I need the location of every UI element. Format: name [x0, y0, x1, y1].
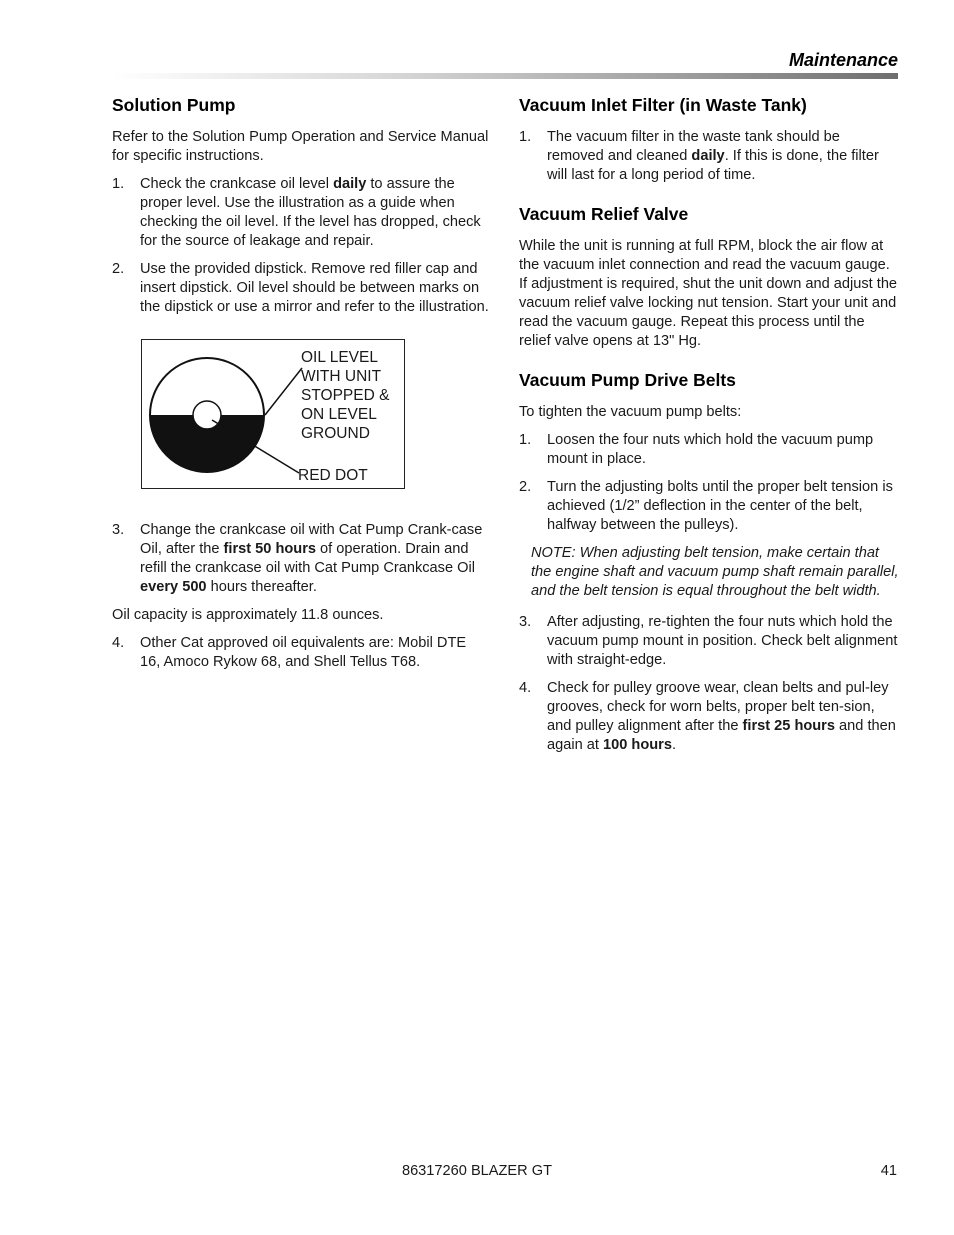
item-text: Check the crankcase oil level daily to assure the proper level. Use the illustration as a guide when checking the oil level. If the level has dropped, check for the source of leakage and repair.	[140, 176, 481, 249]
item-text: Change the crankcase oil with Cat Pump Crank-case Oil, after the first 50 hours of operation. Drain and refill the crankcase oil with Cat Pump Crankcase Oil every 500 hours thereafter.	[140, 522, 483, 595]
item-number: 1.	[519, 432, 532, 448]
list-item	[112, 521, 490, 597]
drive-belts-heading: Vacuum Pump Drive Belts	[519, 370, 736, 390]
item-number: 4.	[112, 635, 125, 651]
item-number: 1.	[112, 176, 125, 192]
red-dot-marker	[193, 401, 221, 429]
item-text: After adjusting, re-tighten the four nuts which hold the vacuum pump mount in position. Check belt alignment with straight-edge.	[547, 614, 898, 668]
item-text: The vacuum filter in the waste tank should be removed and cleaned daily. If this is done, the filter will last for a long period of time.	[547, 129, 879, 183]
drive-belts-intro: To tighten the vacuum pump belts:	[519, 404, 742, 420]
section-title: Maintenance	[788, 50, 898, 70]
footer-document-id: 86317260 BLAZER GT	[401, 1163, 553, 1179]
item-number: 1.	[519, 129, 532, 145]
item-text: Check for pulley groove wear, clean belts and pul-ley grooves, check for worn belts, proper belt ten-sion, and pulley alignment after the first 25 hours and then again at 100 hours.	[547, 680, 896, 753]
solution-pump-heading: Solution Pump	[112, 95, 236, 115]
list-item	[519, 128, 899, 185]
item-number: 2.	[519, 479, 532, 495]
item-text: Use the provided dipstick. Remove red filler cap and insert dipstick. Oil level should be between marks on the dipstick or use a mirror and refer to the illustration.	[140, 261, 489, 315]
list-item	[519, 679, 899, 755]
list-item	[519, 431, 899, 469]
header-rule	[112, 73, 898, 79]
item-number: 3.	[112, 522, 125, 538]
list-item	[112, 260, 490, 317]
relief-valve-text: While the unit is running at full RPM, block the air flow at the vacuum inlet connection and read the vacuum gauge. If adjustment is required, shut the unit down and adjust the vacuum relief valve locking nut tension. Start your unit and read the vacuum gauge. Repeat this process until the relief valve opens at 13" Hg.	[519, 238, 898, 349]
relief-valve-heading: Vacuum Relief Valve	[519, 204, 689, 224]
solution-pump-intro: Refer to the Solution Pump Operation and Service Manual for specific instructions.	[112, 129, 489, 164]
oil-level-illustration	[141, 339, 405, 489]
left-column	[112, 94, 490, 681]
list-item	[519, 613, 899, 670]
right-column	[519, 94, 899, 764]
list-item	[112, 634, 490, 672]
page-number: 41	[880, 1163, 897, 1179]
red-dot-label: RED DOT	[298, 467, 368, 484]
list-item	[519, 478, 899, 535]
item-number: 4.	[519, 680, 532, 696]
oil-capacity-text: Oil capacity is approximately 11.8 ounces.	[112, 607, 384, 623]
list-item	[112, 175, 490, 251]
item-text: Loosen the four nuts which hold the vacuum pump mount in place.	[547, 432, 874, 467]
item-number: 2.	[112, 261, 125, 277]
item-number: 3.	[519, 614, 532, 630]
inlet-filter-heading: Vacuum Inlet Filter (in Waste Tank)	[519, 95, 807, 115]
oil-level-label: OIL LEVEL WITH UNIT STOPPED & ON LEVEL GROUND	[301, 349, 390, 442]
oil-level-leader	[265, 368, 302, 415]
belt-tension-note: NOTE: When adjusting belt tension, make certain that the engine shaft and vacuum pump shaft remain parallel, and the belt tension is equal throughout the belt width.	[531, 545, 899, 599]
item-text: Turn the adjusting bolts until the proper belt tension is achieved (1/2” deflection in the center of the belt, halfway between the pulleys).	[547, 479, 893, 533]
item-text: Other Cat approved oil equivalents are: Mobil DTE 16, Amoco Rykow 68, and Shell Tellus T68.	[140, 635, 467, 670]
